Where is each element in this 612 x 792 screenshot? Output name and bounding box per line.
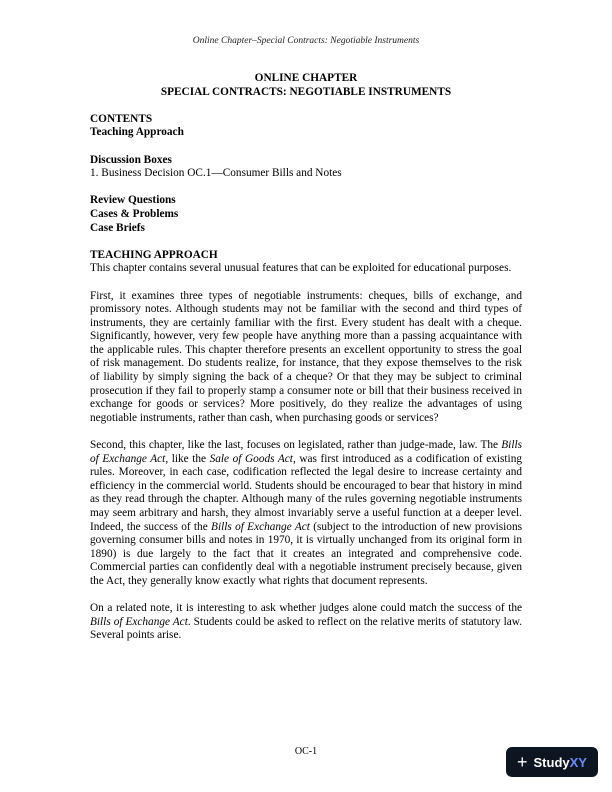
studyxy-badge[interactable] — [506, 747, 598, 777]
section-heading: TEACHING APPROACH — [90, 248, 218, 261]
paragraph-first: First, it examines three types of negotiable instruments: cheques, bills of exchange, and promissory notes. Although students may not be familiar with the second and third types of instruments, they are certainly familiar with the first. Every student has dealt with a cheque. Significantly, however, very few people have anything more than a passing acquaintance with the applicable rules. This chapter therefore presents an excellent opportunity to stress the goal of risk management. Do students realize, for instance, that they expose themselves to the risk of liability by simply signing the back of a cheque? Or that they may be subject to criminal prosecution if they fail to properly stamp a consumer note or bill that their business received in exchange for goods or services? More positively, do they realize the advantages of using negotiable instruments, rather than cash, when purchasing goods or services? — [90, 289, 522, 424]
discussion-boxes-heading: Discussion Boxes — [90, 153, 172, 166]
contents-case-briefs: Case Briefs — [90, 221, 145, 234]
document-body — [90, 72, 522, 643]
running-header: Online Chapter–Special Contracts: Negotiable Instruments — [192, 36, 420, 46]
contents-teaching-approach: Teaching Approach — [90, 126, 184, 139]
contents-cases-problems: Cases & Problems — [90, 207, 179, 220]
contents-review-questions: Review Questions — [90, 194, 176, 207]
chapter-title: SPECIAL CONTRACTS: NEGOTIABLE INSTRUMENTS — [160, 85, 452, 98]
chapter-label: ONLINE CHAPTER — [254, 72, 358, 84]
badge-brand: StudyXY — [533, 754, 587, 770]
paragraph-intro: This chapter contains several unusual features that can be exploited for educational purposes. — [90, 262, 512, 275]
page-number: OC-1 — [294, 746, 318, 757]
discussion-box-item: 1. Business Decision OC.1—Consumer Bills and Notes — [90, 167, 342, 180]
plus-icon: + — [517, 752, 528, 772]
contents-heading: CONTENTS — [90, 112, 153, 125]
paragraph-second: Second, this chapter, like the last, focuses on legislated, rather than judge-made, law. The Bills of Exchange Act, like the Sale of Goods Act, was first introduced as a codification of existing rules. Moreover, in each case, codification reflected the legal desire to increase certainty and efficiency in the commercial world. Students should be encouraged to bear that history in mind as they read through the chapter. Although many of the rules governing negotiable instruments may seem arbitrary and harsh, they almost invariably serve a useful function at a deeper level. Indeed, the success of the Bills of Exchange Act (subject to the introduction of new provisions governing consumer bills and notes in 1970, it is virtually unchanged from its original form in 1890) is due largely to the fact that it creates an integrated and comprehensive code. Commercial parties can confidently deal with a negotiable instrument precisely because, given the Act, they generally know exactly what rights that document represents. — [90, 439, 522, 587]
paragraph-related-note: On a related note, it is interesting to ask whether judges alone could match the success of the Bills of Exchange Act. Students could be asked to reflect on the relative merits of statutory law. Several points arise. — [90, 602, 523, 642]
